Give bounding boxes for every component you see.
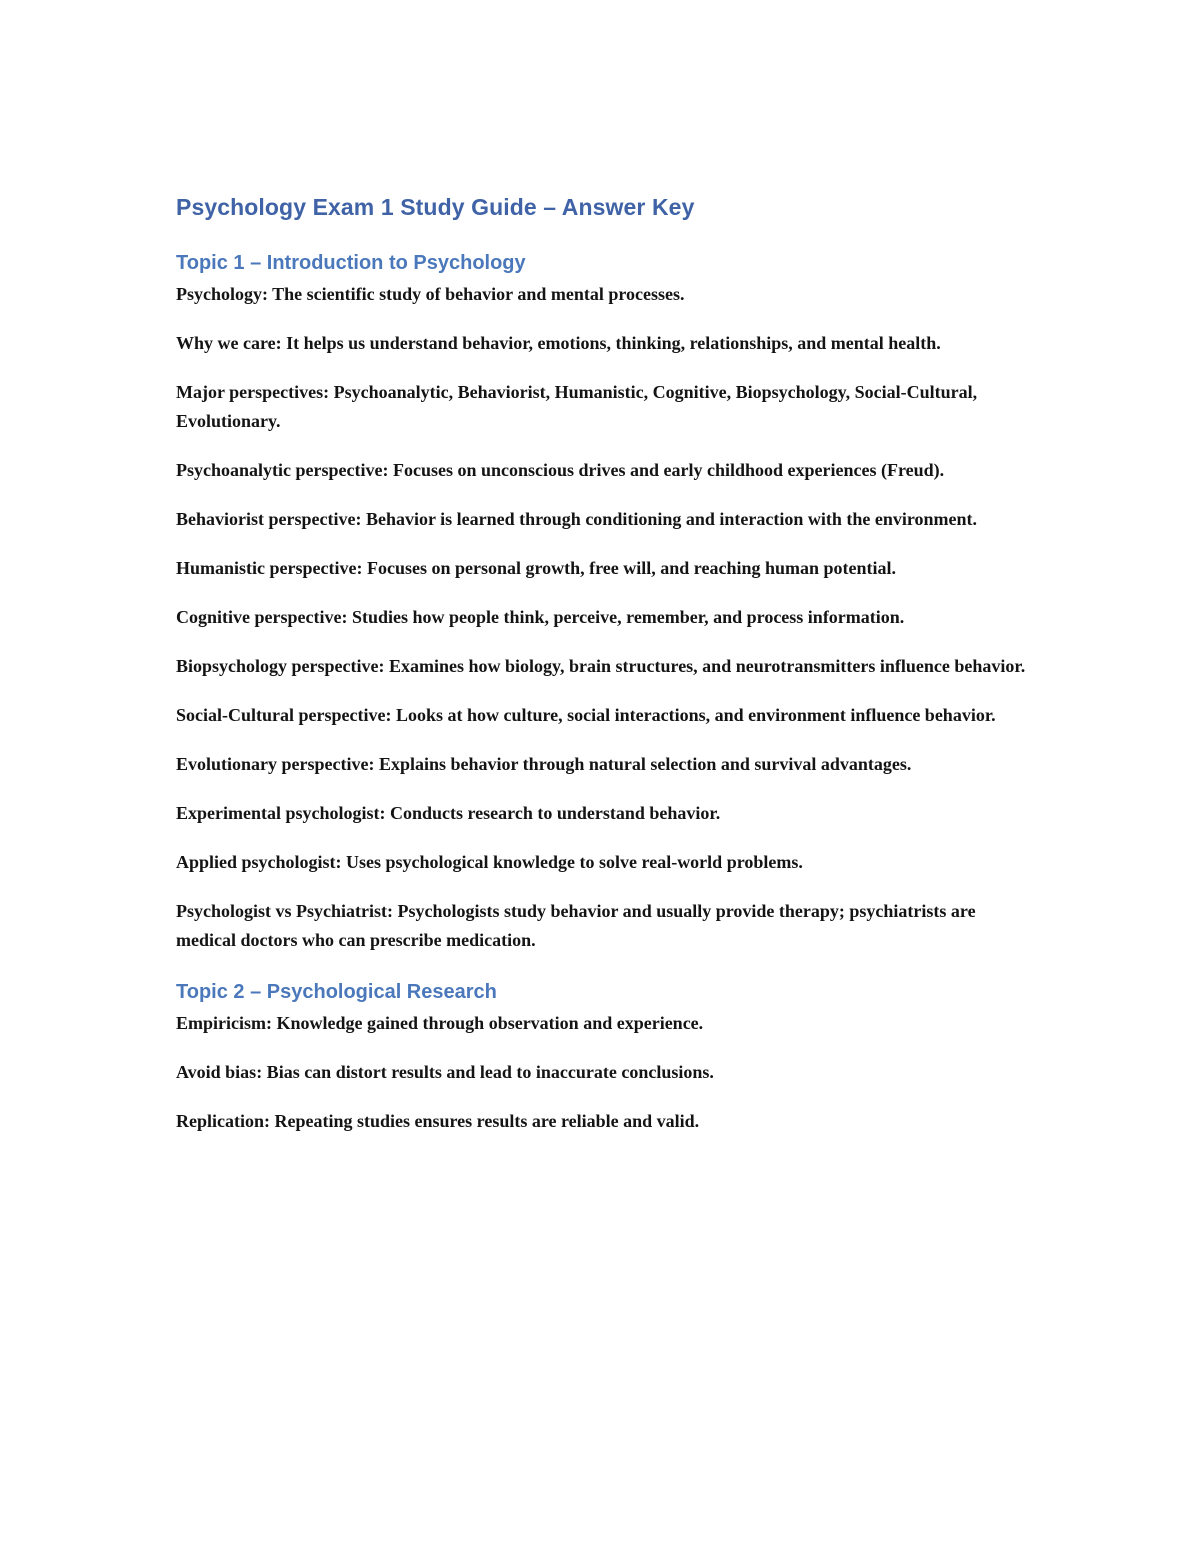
entry-evolutionary-perspective: Evolutionary perspective: Explains behavior through natural selection and survival advantages. <box>176 754 912 774</box>
document-content <box>176 191 1036 1156</box>
topic-2-heading: Topic 2 – Psychological Research <box>176 981 497 1003</box>
entry-cognitive-perspective: Cognitive perspective: Studies how people think, perceive, remember, and process information. <box>176 607 905 627</box>
entry-social-cultural-perspective: Social-Cultural perspective: Looks at how culture, social interactions, and environment influence behavior. <box>176 705 996 725</box>
entry-humanistic-perspective: Humanistic perspective: Focuses on personal growth, free will, and reaching human potential. <box>176 558 896 578</box>
entry-behaviorist-perspective: Behaviorist perspective: Behavior is learned through conditioning and interaction with the environment. <box>176 509 978 529</box>
topic-1-heading: Topic 1 – Introduction to Psychology <box>176 252 526 274</box>
entry-avoid-bias: Avoid bias: Bias can distort results and lead to inaccurate conclusions. <box>176 1062 714 1082</box>
entry-biopsychology-perspective: Biopsychology perspective: Examines how biology, brain structures, and neurotransmitters influence behavior. <box>176 656 1026 676</box>
entry-psychoanalytic-perspective: Psychoanalytic perspective: Focuses on unconscious drives and early childhood experiences (Freud). <box>176 460 945 480</box>
entry-psychology-definition: Psychology: The scientific study of behavior and mental processes. <box>176 284 685 304</box>
document-title: Psychology Exam 1 Study Guide – Answer Key <box>176 194 695 220</box>
entry-empiricism: Empiricism: Knowledge gained through observation and experience. <box>176 1013 704 1033</box>
entry-experimental-psychologist: Experimental psychologist: Conducts research to understand behavior. <box>176 803 721 823</box>
topic-1-section <box>176 248 1036 955</box>
entry-psychologist-vs-psychiatrist: Psychologist vs Psychiatrist: Psychologists study behavior and usually provide therapy; psychiatrists are medical doctors who can prescribe medication. <box>176 901 976 950</box>
entry-replication: Replication: Repeating studies ensures results are reliable and valid. <box>176 1111 700 1131</box>
entry-why-we-care: Why we care: It helps us understand behavior, emotions, thinking, relationships, and mental health. <box>176 333 941 353</box>
entry-applied-psychologist: Applied psychologist: Uses psychological knowledge to solve real-world problems. <box>176 852 803 872</box>
topic-2-section <box>176 977 1036 1136</box>
entry-major-perspectives: Major perspectives: Psychoanalytic, Behaviorist, Humanistic, Cognitive, Biopsychology, Social-Cultural, Evolutionary. <box>176 382 978 431</box>
